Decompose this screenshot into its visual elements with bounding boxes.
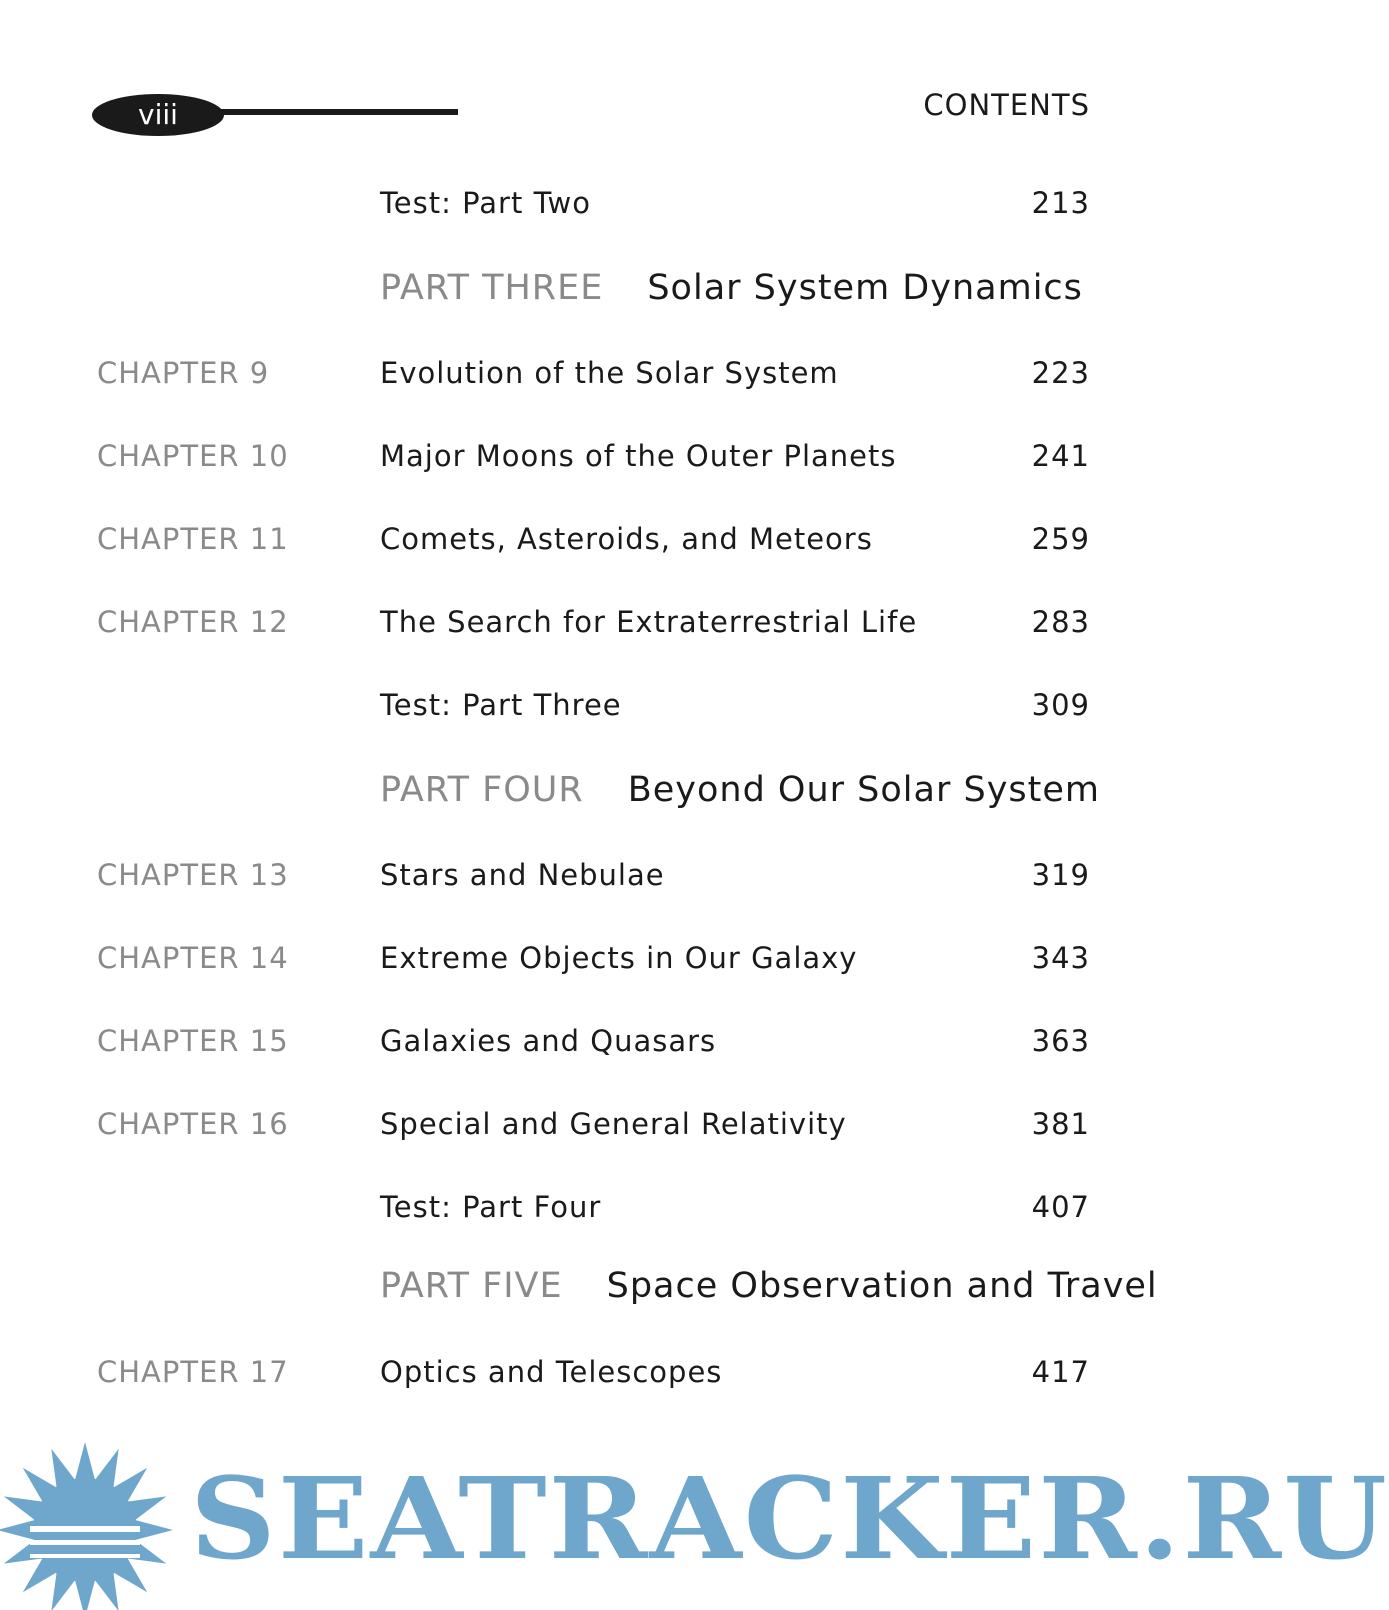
toc-row[interactable] <box>0 680 1200 730</box>
toc-row[interactable] <box>0 1347 1200 1397</box>
part-heading <box>380 1258 1158 1314</box>
toc-row[interactable] <box>0 1099 1200 1149</box>
entry-title: Test: Part Four <box>380 1190 602 1224</box>
entry-title: Galaxies and Quasars <box>380 1024 717 1058</box>
entry-page-number: 363 <box>1031 1024 1090 1058</box>
part-label: PART FOUR <box>380 770 584 810</box>
entry-title: Evolution of the Solar System <box>380 356 839 390</box>
page-number-badge: viii <box>92 94 224 136</box>
part-title: Solar System Dynamics <box>647 268 1083 308</box>
entry-page-number: 241 <box>1031 439 1090 473</box>
entry-title: Extreme Objects in Our Galaxy <box>380 941 858 975</box>
entry-title: Test: Part Three <box>380 688 622 722</box>
entry-title: The Search for Extraterrestrial Life <box>380 605 918 639</box>
entry-title: Optics and Telescopes <box>380 1355 723 1389</box>
toc-row[interactable] <box>0 597 1200 647</box>
toc-row[interactable] <box>0 850 1200 900</box>
header-rule <box>210 109 458 115</box>
entry-title: Special and General Relativity <box>380 1107 847 1141</box>
toc-row[interactable] <box>0 431 1200 481</box>
part-label: PART THREE <box>380 268 604 308</box>
chapter-label: CHAPTER 14 <box>97 941 289 975</box>
part-title: Space Observation and Travel <box>606 1266 1158 1306</box>
entry-page-number: 259 <box>1031 522 1090 556</box>
chapter-label: CHAPTER 11 <box>97 522 289 556</box>
toc-row[interactable] <box>0 1182 1200 1232</box>
entry-page-number: 213 <box>1031 186 1090 220</box>
part-label: PART FIVE <box>380 1266 563 1306</box>
chapter-label: CHAPTER 12 <box>97 605 289 639</box>
part-heading <box>380 762 1100 818</box>
chapter-label: CHAPTER 16 <box>97 1107 289 1141</box>
entry-title: Comets, Asteroids, and Meteors <box>380 522 873 556</box>
toc-row[interactable] <box>0 348 1200 398</box>
entry-page-number: 343 <box>1031 941 1090 975</box>
watermark-text: SEATRACKER.RU <box>190 1454 1389 1585</box>
chapter-label: CHAPTER 17 <box>97 1355 289 1389</box>
part-heading <box>380 260 1083 316</box>
toc-row[interactable] <box>0 933 1200 983</box>
part-title: Beyond Our Solar System <box>627 770 1100 810</box>
entry-title: Major Moons of the Outer Planets <box>380 439 897 473</box>
entry-page-number: 407 <box>1031 1190 1090 1224</box>
entry-page-number: 283 <box>1031 605 1090 639</box>
entry-page-number: 319 <box>1031 858 1090 892</box>
entry-page-number: 309 <box>1031 688 1090 722</box>
chapter-label: CHAPTER 10 <box>97 439 289 473</box>
toc-row[interactable] <box>0 514 1200 564</box>
chapter-label: CHAPTER 9 <box>97 356 270 390</box>
entry-page-number: 381 <box>1031 1107 1090 1141</box>
entry-title: Test: Part Two <box>380 186 591 220</box>
toc-row[interactable] <box>0 1016 1200 1066</box>
entry-title: Stars and Nebulae <box>380 858 665 892</box>
section-title: CONTENTS <box>923 88 1090 122</box>
toc-row[interactable] <box>0 178 1200 228</box>
chapter-label: CHAPTER 15 <box>97 1024 289 1058</box>
entry-page-number: 223 <box>1031 356 1090 390</box>
chapter-label: CHAPTER 13 <box>97 858 289 892</box>
entry-page-number: 417 <box>1031 1355 1090 1389</box>
